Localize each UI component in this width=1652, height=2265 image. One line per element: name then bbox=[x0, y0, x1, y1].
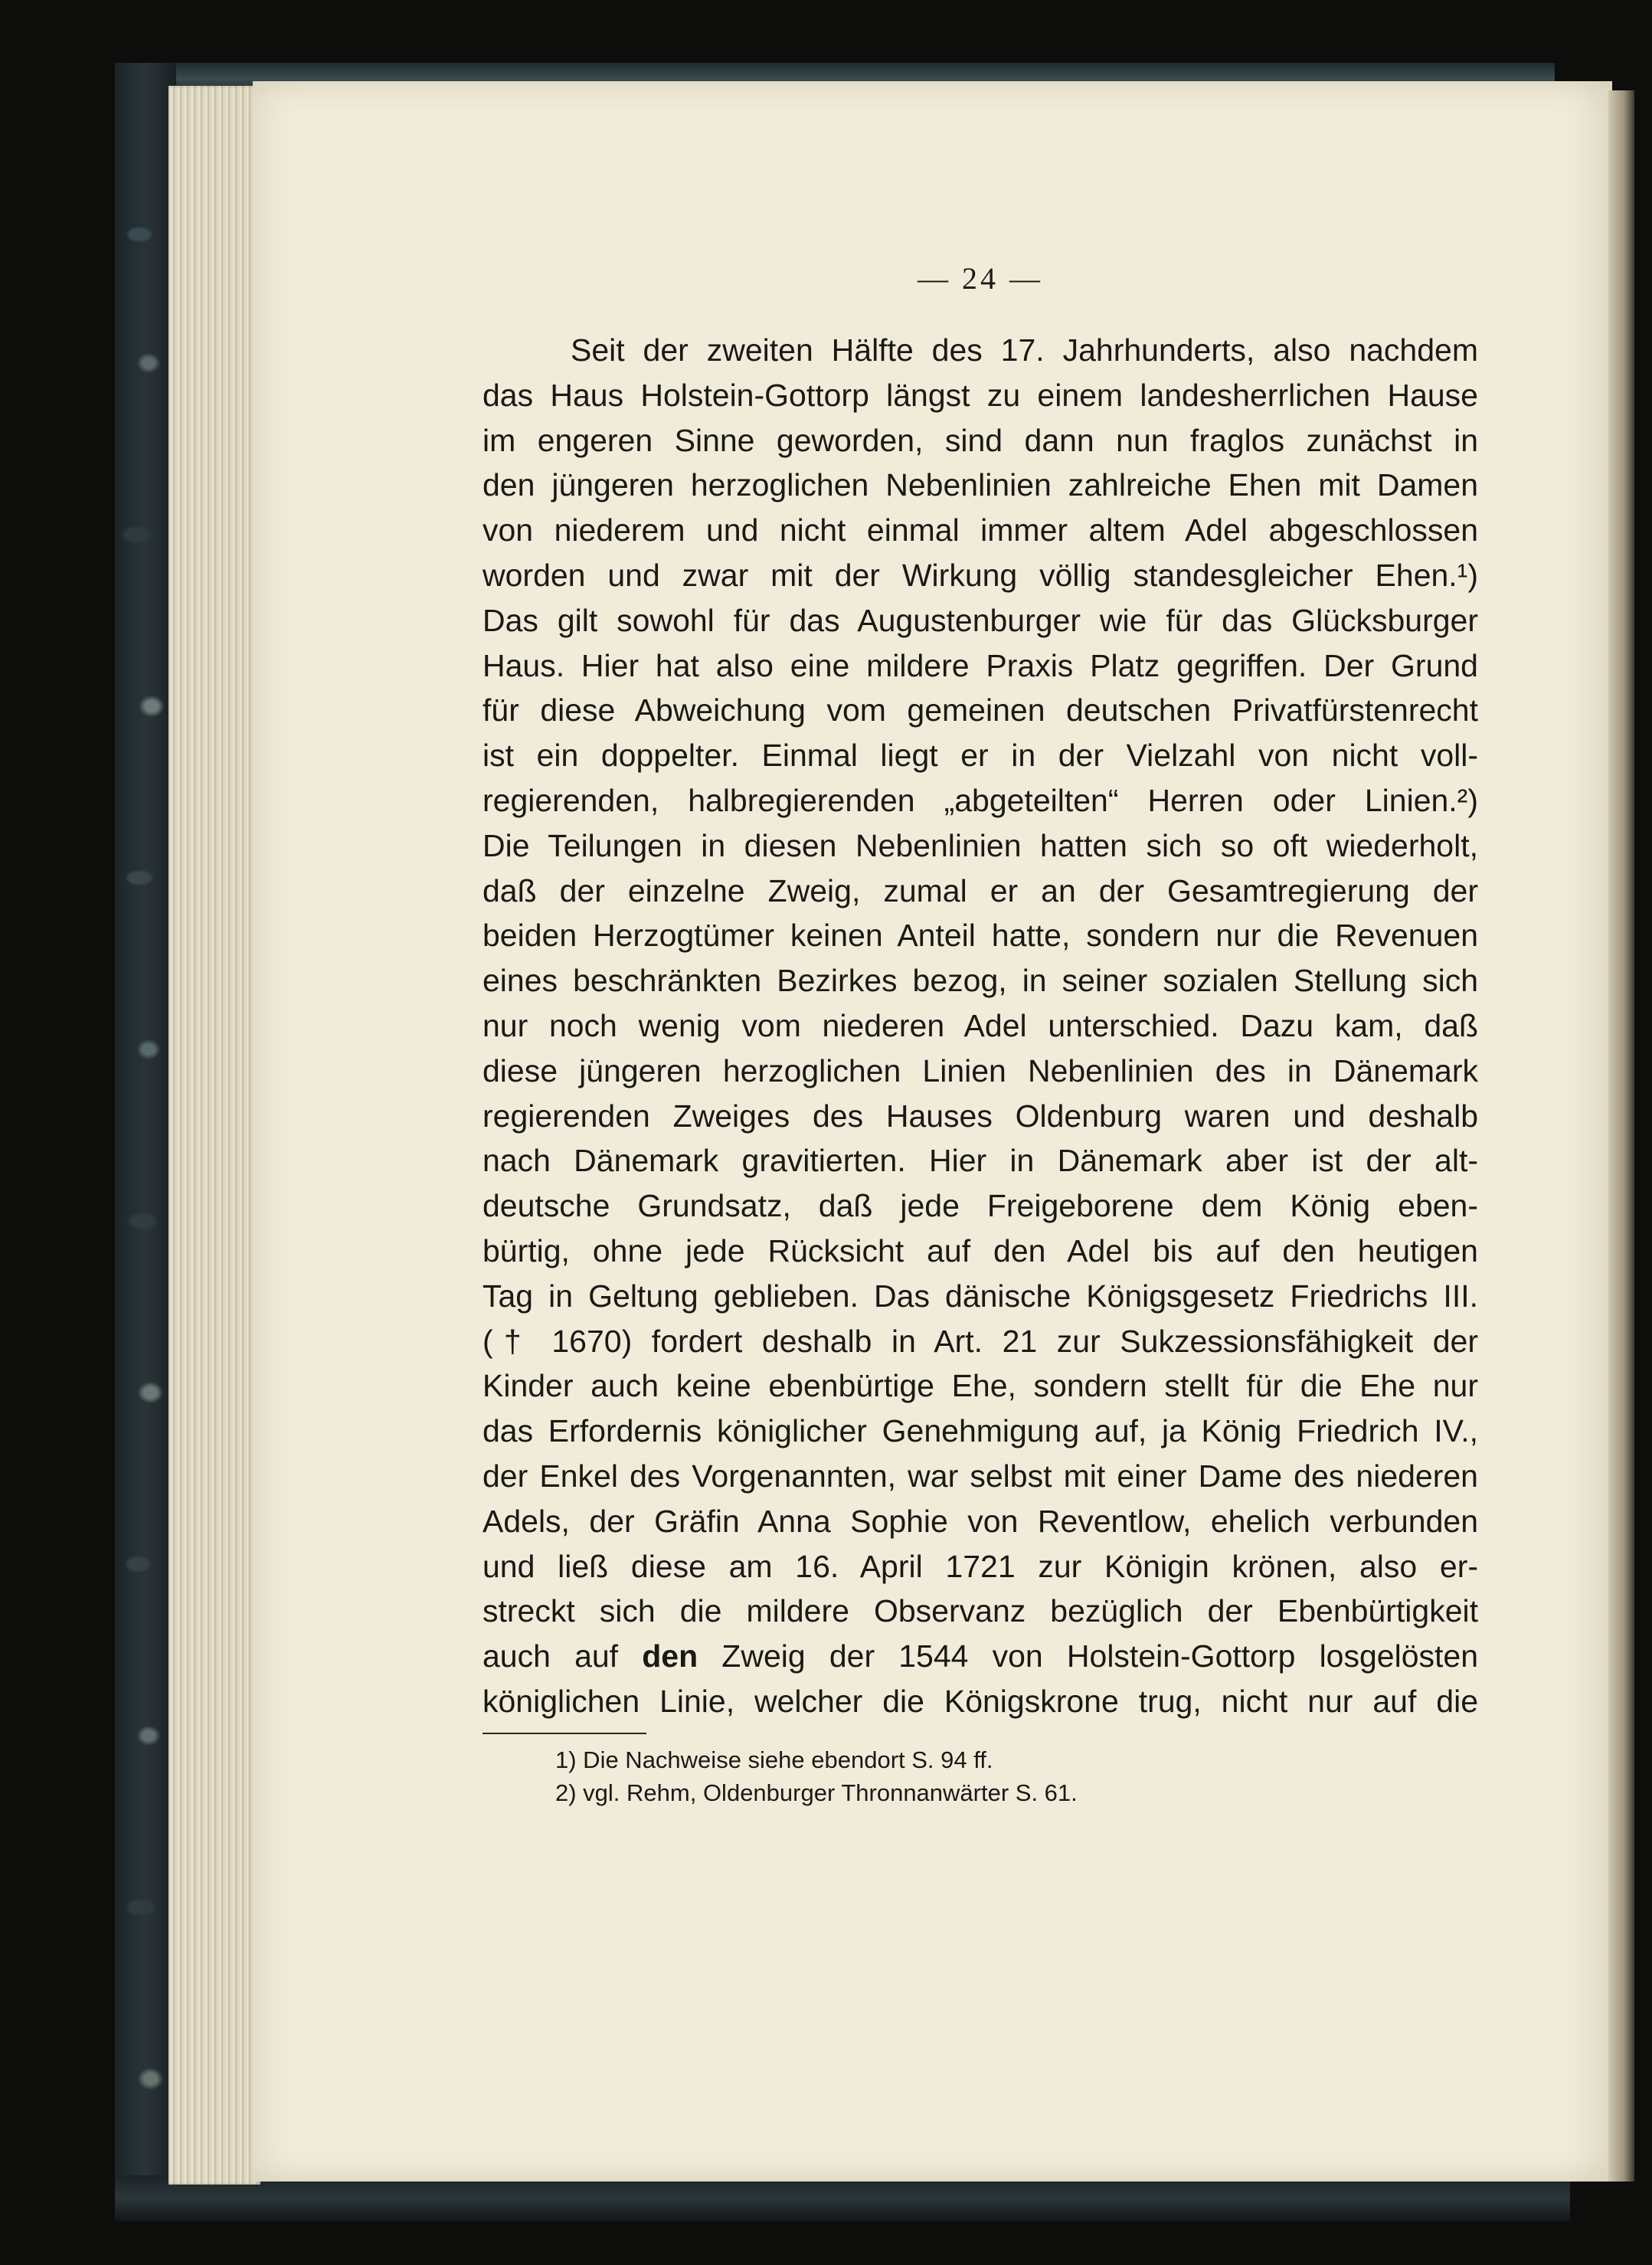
text-line: († 1670) fordert deshalb in Art. 21 zur Sukzessionsfähigkeit der bbox=[483, 1323, 1478, 1359]
text-line: streckt sich die mildere Observanz bezüglich der Ebenbürtigkeit bbox=[483, 1593, 1478, 1629]
text-line: den jüngeren herzoglichen Nebenlinien zahlreiche Ehen mit Damen bbox=[483, 467, 1478, 503]
text-line: deutsche Grundsatz, daß jede Freigeborene dem König eben- bbox=[483, 1188, 1478, 1224]
text-segment: auch auf bbox=[483, 1638, 643, 1674]
text-line: das Haus Holstein-Gottorp längst zu einem landesherrlichen Hause bbox=[483, 377, 1478, 413]
text-line: bürtig, ohne jede Rücksicht auf den Adel bis auf den heutigen bbox=[483, 1232, 1478, 1268]
text-line: und ließ diese am 16. April 1721 zur Königin krönen, also er- bbox=[483, 1548, 1478, 1584]
footnote-divider bbox=[483, 1733, 646, 1734]
text-line: eines beschränkten Bezirkes bezog, in seiner sozialen Stellung sich bbox=[483, 963, 1478, 999]
text-line: ist ein doppelter. Einmal liegt er in der Vielzahl von nicht voll- bbox=[483, 738, 1478, 774]
emphasized-word: den bbox=[642, 1638, 698, 1674]
page-edges bbox=[168, 86, 260, 2185]
text-line: das Erfordernis königlicher Genehmigung auf, ja König Friedrich IV., bbox=[483, 1413, 1478, 1449]
page-number: — 24 — bbox=[918, 261, 1043, 296]
body-text bbox=[483, 328, 1478, 1724]
text-line: worden und zwar mit der Wirkung völlig standesgleicher Ehen.¹) bbox=[483, 557, 1478, 593]
text-line: regierenden, halbregierenden „abgeteilten“ Herren oder Linien.²) bbox=[483, 782, 1478, 818]
text-line-emphasis bbox=[483, 1634, 1478, 1679]
text-line: nach Dänemark gravitierten. Hier in Dänemark aber ist der alt- bbox=[483, 1143, 1478, 1179]
text-line: königlichen Linie, welcher die Königskrone trug, nicht nur auf die bbox=[483, 1683, 1478, 1719]
text-line: im engeren Sinne geworden, sind dann nun fraglos zunächst in bbox=[483, 422, 1478, 458]
text-segment: Zweig der 1544 von Holstein-Gottorp losgelösten bbox=[698, 1638, 1478, 1674]
marbled-cover bbox=[115, 63, 176, 2208]
text-line: Das gilt sowohl für das Augustenburger wie für das Glücksburger bbox=[483, 602, 1478, 638]
text-line: daß der einzelne Zweig, zumal er an der Gesamtregierung der bbox=[483, 872, 1478, 908]
text-line: für diese Abweichung vom gemeinen deutschen Privatfürstenrecht bbox=[483, 692, 1478, 728]
text-line: Seit der zweiten Hälfte des 17. Jahrhunderts, also nachdem bbox=[571, 332, 1478, 368]
book-cover-bottom bbox=[115, 2175, 1570, 2221]
footnotes bbox=[555, 1743, 1078, 1809]
text-line: Haus. Hier hat also eine mildere Praxis Platz gegriffen. Der Grund bbox=[483, 647, 1478, 683]
text-line: Die Teilungen in diesen Nebenlinien hatten sich so oft wiederholt, bbox=[483, 827, 1478, 863]
text-line: beiden Herzogtümer keinen Anteil hatte, sondern nur die Revenuen bbox=[483, 918, 1478, 954]
text-line: der Enkel des Vorgenannten, war selbst mit einer Dame des niederen bbox=[483, 1458, 1478, 1494]
text-line: diese jüngeren herzoglichen Linien Nebenlinien des in Dänemark bbox=[483, 1052, 1478, 1088]
text-line: regierenden Zweiges des Hauses Oldenburg waren und deshalb bbox=[483, 1098, 1478, 1134]
text-line: Adels, der Gräfin Anna Sophie von Reventlow, ehelich verbunden bbox=[483, 1503, 1478, 1539]
text-line: Kinder auch keine ebenbürtige Ehe, sondern stellt für die Ehe nur bbox=[483, 1368, 1478, 1404]
page-gutter bbox=[1608, 90, 1634, 2182]
text-line: von niederem und nicht einmal immer altem Adel abgeschlossen bbox=[483, 512, 1478, 548]
footnote: 1) Die Nachweise siehe ebendort S. 94 ff. bbox=[555, 1746, 993, 1773]
text-line: Tag in Geltung geblieben. Das dänische Königsgesetz Friedrichs III. bbox=[483, 1278, 1478, 1314]
text-line: nur noch wenig vom niederen Adel unterschied. Dazu kam, daß bbox=[483, 1007, 1478, 1043]
footnote: 2) vgl. Rehm, Oldenburger Thronnanwärter S. 61. bbox=[555, 1779, 1078, 1806]
